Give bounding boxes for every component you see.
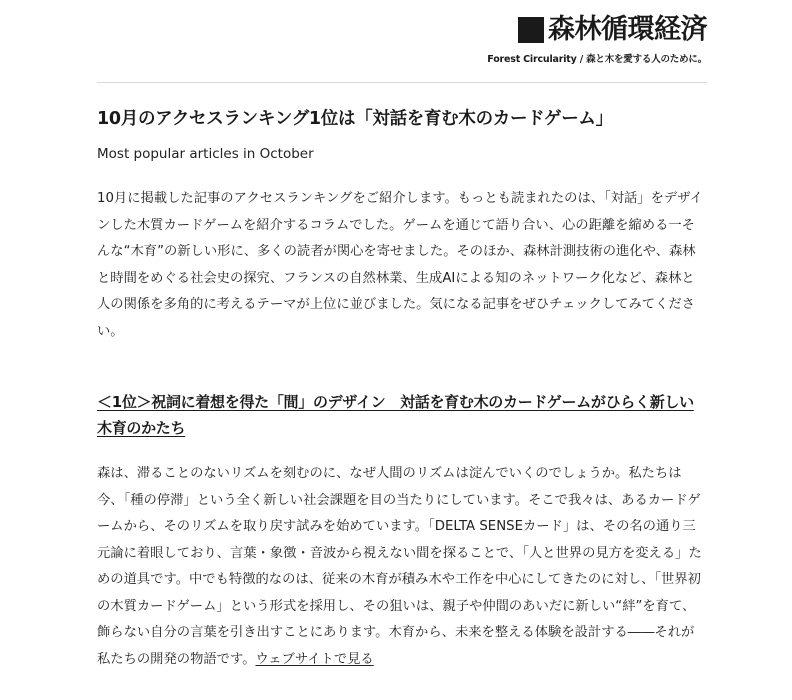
article-heading: [97, 389, 707, 441]
article-body-text: 森は、滞ることのないリズムを刻むのに、なぜ人間のリズムは淀んでいくのでしょうか。私たちは今、「種の停滞」という全く新しい社会課題を目の当たりにしています。そこで我々は、あるカードゲームから、そのリズムを取り戻す試みを始めています。「DELTA SENSEカード」は、その名の通り三元論に着眼しており、言葉・象徴・音波から視えない間を探ることで、「人と世界の見方を変える」ための道具です。中でも特徴的なのは、従来の木育が積み木や工作を中心にしてきたのに対し、「世界初の木質カードゲーム」という形式を採用し、その狙いは、親子や仲間のあいだに新しい“絆”を育て、飾らない自分の言葉を引き出すことにあります。木育から、未来を整える体験を設計する――それが私たちの開発の物語です。: [97, 466, 702, 667]
page-title: 10月のアクセスランキング1位は「対話を育む木のカードゲーム」: [97, 109, 613, 129]
newsletter-container: [97, 0, 707, 673]
website-link[interactable]: ウェブサイトで見る: [255, 651, 374, 667]
brand-name: 森林循環経済: [548, 14, 707, 45]
brand-tagline: Forest Circularity / 森と木を愛する人のために。: [487, 54, 707, 65]
header: [97, 0, 707, 83]
article-body: [97, 461, 707, 673]
intro-paragraph: 10月に掲載した記事のアクセスランキングをご紹介します。もっとも読まれたのは、「対話」をデザインした木質カードゲームを紹介するコラムでした。ゲームを通じて語り合い、心の距離を縮める一そんな“木育”の新しい形に、多くの読者が関心を寄せました。そのほか、森林計測技術の進化や、森林と時間をめぐる社会史の探究、フランスの自然林業、生成AIによる知のネットワーク化など、森林と人の関係を多角的に考えるテーマが上位に並びました。気になる記事をぜひチェックしてみてください。: [97, 191, 703, 339]
article-heading-link[interactable]: ＜1位＞祝詞に着想を得た「間」のデザイン 対話を育む木のカードゲームがひらく新しい木育のかたち: [97, 393, 694, 437]
page-subtitle: Most popular articles in October: [97, 146, 314, 162]
brand-logo[interactable]: [487, 12, 707, 65]
logo-main: [487, 12, 707, 48]
logo-square-icon: [518, 17, 544, 43]
